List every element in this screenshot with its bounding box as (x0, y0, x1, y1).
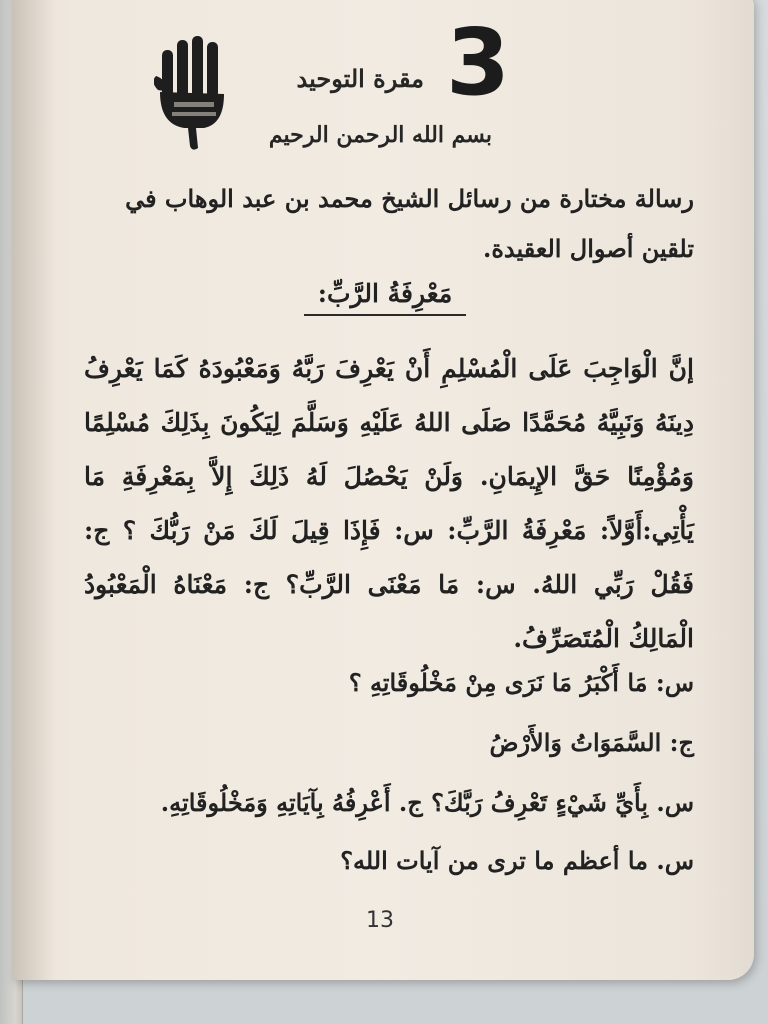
intro-text: رسالة مختارة من رسائل الشيخ محمد بن عبد الوهاب في تلقين أصوال العقيدة. (125, 184, 694, 263)
section-title: مقرة التوحيد (296, 64, 424, 93)
chapter-number: 3 (446, 9, 509, 116)
basmala-line: بسم الله الرحمن الرحيم (268, 122, 492, 148)
page-number: 13 (366, 908, 394, 933)
heading-knowing-the-lord: مَعْرِفَةُ الرَّبِّ: (304, 274, 466, 316)
qa-line: س: مَا أَكْبَرُ مَا نَرَى مِنْ مَخْلُوقَاتِهِ ؟ (348, 668, 694, 697)
qa-line: ج: السَّمَوَاتُ وَالأَرْضُ (489, 728, 694, 757)
book-page (14, 0, 754, 980)
four-finger-hand-icon (154, 32, 232, 152)
qa-line: س. بِأَيِّ شَيْءٍ تَعْرِفُ رَبَّكَ؟ ج. أَعْرِفُهُ بِآيَاتِهِ وَمَخْلُوقَاتِهِ. (160, 788, 694, 817)
page-gutter-shadow (14, 0, 54, 980)
qa-line: س. ما أعظم ما ترى من آيات الله؟ (340, 846, 694, 875)
main-paragraph: إنَّ الْوَاجِبَ عَلَى الْمُسْلِمِ أَنْ يَعْرِفَ رَبَّهُ وَمَعْبُودَهُ كَمَا يَعْرِفُ دِينَهُ وَنَبِيَّهُ مُحَمَّدًا صَلَى اللهُ عَلَيْهِ وَسَلَّمَ لِيَكُونَ بِذَلِكَ مُسْلِمًا وَمُؤْمِنًا حَقَّ الإِيمَانِ. وَلَنْ يَحْصُلَ لَهُ ذَلِكَ إِلاَّ بِمَعْرِفَةِ مَا يَأْتِي:أَوَّلاً: مَعْرِفَةُ الرَّبِّ: س: فَإِذَا قِيلَ لَكَ مَنْ رَبُّكَ ؟ ج: فَقُلْ رَبِّي اللهُ. س: مَا مَعْنَى الرَّبِّ؟ ج: مَعْنَاهُ الْمَعْبُودُ الْمَالِكُ الْمُتَصَرِّفُ. (84, 354, 694, 653)
